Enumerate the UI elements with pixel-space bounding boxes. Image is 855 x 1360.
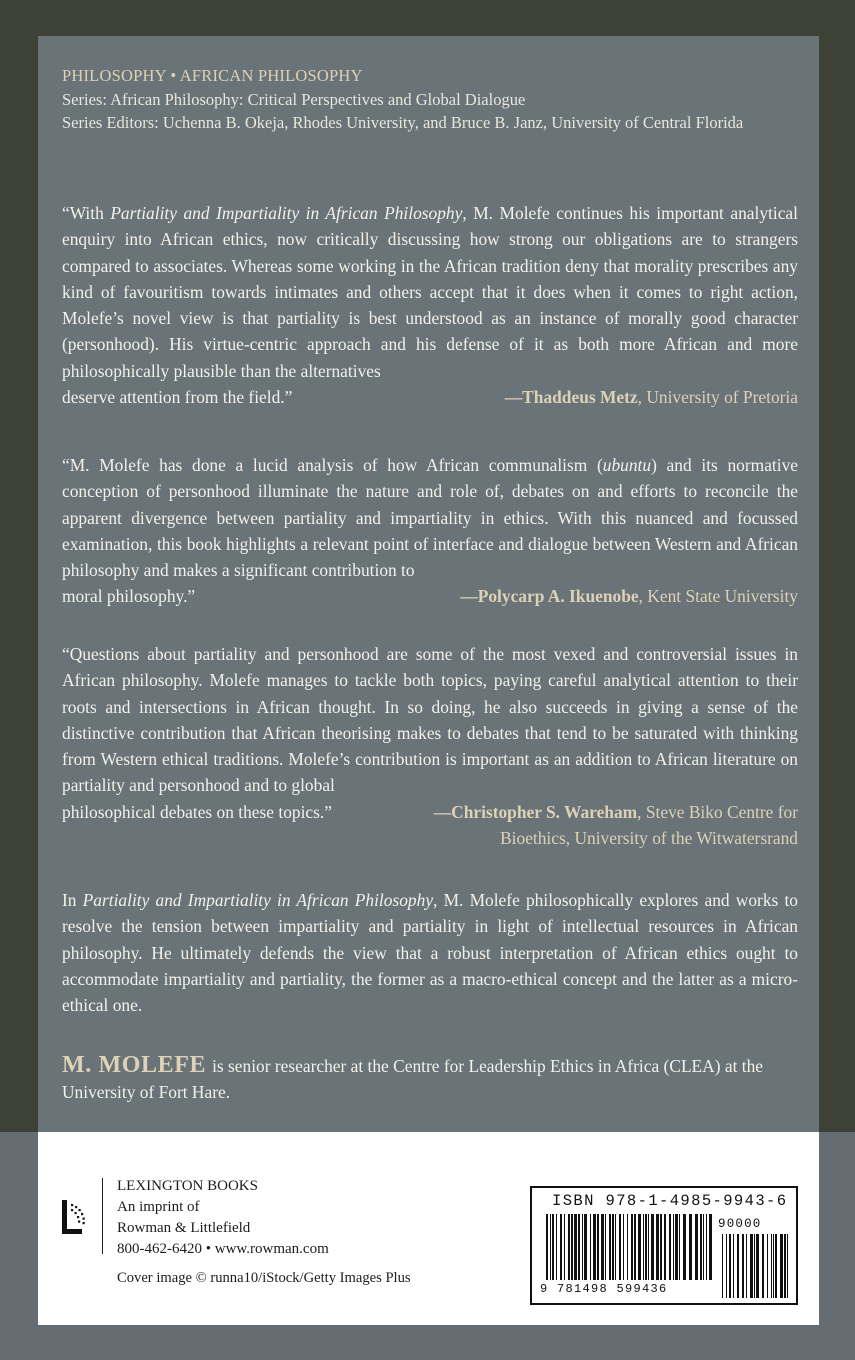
barcode-bar (645, 1214, 647, 1280)
endorsement-ikuenobe (62, 452, 798, 610)
imprint-label: An imprint of (117, 1199, 200, 1215)
book-title: Partiality and Impartiality in African Philosophy (110, 203, 463, 223)
barcode-bar (679, 1214, 680, 1280)
parent-publisher: Rowman & Littlefield (117, 1220, 251, 1236)
barcode-bar (571, 1214, 573, 1280)
barcode-bar (689, 1214, 692, 1280)
publisher-divider (102, 1178, 103, 1254)
price-code: 90000 (718, 1217, 762, 1231)
author-bio (62, 1052, 798, 1106)
barcode-bar (627, 1214, 628, 1280)
barcode-bar (729, 1234, 731, 1298)
barcode-bar (664, 1214, 666, 1280)
barcode-bar (582, 1214, 583, 1280)
ean-digits: 9 781498 599436 (540, 1282, 668, 1296)
barcode-bar (584, 1214, 587, 1280)
author-bio-text: is senior researcher at the Centre for Leadership Ethics in Africa (CLEA) at the University of Fort Hare. (62, 1056, 764, 1103)
lexington-logo-icon (60, 1198, 92, 1238)
barcode-bar (550, 1214, 551, 1280)
barcode-bar (695, 1214, 698, 1280)
barcode-bar (590, 1214, 591, 1280)
barcode-bar (771, 1234, 772, 1298)
barcode-bar (775, 1234, 777, 1298)
series-header (62, 64, 798, 135)
barcode-bar (733, 1234, 734, 1298)
book-description: In Partiality and Impartiality in African Philosophy, M. Molefe philosophically explores and works to resolve the tension between impartiality and partiality in light of intellectual resources in African philosophy. He ultimately defends the view that a robust interpretation of African ethics ought to accommodate impartiality and partiality, the former as a macro-ethical concept and the latter as a micro-ethical one. (62, 890, 798, 1016)
author-name: M. MOLEFE (62, 1052, 207, 1078)
series-editors: Series Editors: Uchenna B. Okeja, Rhodes University, and Bruce B. Janz, University of Central Florida (62, 113, 744, 132)
isbn-number: ISBN 978-1-4985-9943-6 (552, 1192, 788, 1210)
barcode-bar (784, 1234, 786, 1298)
book-title: Partiality and Impartiality in African Philosophy (82, 890, 434, 910)
barcode-bar (746, 1234, 747, 1298)
barcode-bar (643, 1214, 644, 1280)
barcode-bar (623, 1214, 624, 1280)
quote-text: “Questions about partiality and personhood are some of the most vexed and controversial issues in African philosophy. Molefe manages to tackle both topics, paying careful analytical attention to their roots and intersections in African thought. In so doing, he also succeeds in giving a sense of the distinctive contribution that African theorising makes to debates that tend to be saturated with thinking from Western ethical traditions. Molefe’s contribution is important as an addition to African literature on partiality and personhood and to global (62, 644, 798, 796)
quote-text: “M. Molefe has done a lucid analysis of how African communalism (ubuntu) and its normative conception of personhood illuminate the nature and role of, debates on and efforts to reconcile the apparent divergence between partiality and impartiality in ethics. With this nuanced and focussed examination, this book highlights a relevant point of interface and dialogue between Western and African philosophy and makes a significant contribution to (62, 455, 798, 581)
barcode-bar (675, 1214, 678, 1280)
publisher-contact: 800-462-6420 • www.rowman.com (117, 1241, 329, 1257)
isbn-barcode (530, 1186, 798, 1305)
barcode-bar (651, 1214, 654, 1280)
barcode-bar (568, 1214, 570, 1280)
endorser-affiliation: , Kent State University (638, 586, 798, 607)
cover-image-credit: Cover image © runna10/iStock/Getty Images Plus (117, 1270, 411, 1286)
publisher-name: LEXINGTON BOOKS (117, 1178, 258, 1194)
barcode-bar (656, 1214, 659, 1280)
barcode-bar (648, 1214, 649, 1280)
endorser-name: —Christopher S. Wareham (433, 801, 638, 822)
barcode-bar (546, 1214, 548, 1280)
barcode-bar (703, 1214, 704, 1280)
attribution-line: philosophical debates on these topics.” —Christopher S. Wareham, Steve Biko Centre for (62, 801, 798, 822)
barcode-bar (737, 1234, 739, 1298)
barcode-bar (556, 1214, 557, 1280)
barcode-bar (597, 1214, 599, 1280)
attribution-line: deserve attention from the field.” —Thaddeus Metz, University of Pretoria (62, 387, 798, 408)
barcode-bar (660, 1214, 662, 1280)
publisher-info (117, 1176, 329, 1260)
barcode-bar (552, 1214, 554, 1280)
barcode-bar (683, 1214, 686, 1280)
barcode-bar (773, 1234, 774, 1298)
barcode-bar (564, 1214, 565, 1280)
series-title: Series: African Philosophy: Critical Perspectives and Global Dialogue (62, 89, 526, 109)
ubuntu-term: ubuntu (602, 455, 652, 475)
barcode-bar (638, 1214, 641, 1280)
barcode-bar (601, 1214, 604, 1280)
barcode-bar (669, 1214, 671, 1280)
barcode-bar (756, 1234, 759, 1298)
barcode-bar (634, 1214, 636, 1280)
barcode-bar (631, 1214, 633, 1280)
barcode-bar (709, 1214, 712, 1280)
barcode-bar (560, 1214, 562, 1280)
barcode-bar (574, 1214, 577, 1280)
barcode-bar (706, 1214, 707, 1280)
barcode-bar (726, 1234, 727, 1298)
attribution-line: moral philosophy.” —Polycarp A. Ikuenobe, Kent State University (62, 586, 798, 607)
barcode-bar (605, 1214, 606, 1280)
barcode-bar (742, 1234, 744, 1298)
barcode-bar (609, 1214, 611, 1280)
barcode-bar (673, 1214, 674, 1280)
barcode-bar (700, 1214, 702, 1280)
endorser-affiliation: , University of Pretoria (637, 387, 798, 408)
barcode-bar (612, 1214, 614, 1280)
barcode-bar (750, 1234, 753, 1298)
barcode-bar (593, 1214, 596, 1280)
endorsement-wareham (62, 641, 798, 851)
barcode-bar (762, 1234, 764, 1298)
subject-categories: PHILOSOPHY • AFRICAN PHILOSOPHY (62, 66, 363, 85)
endorser-name: —Thaddeus Metz (504, 387, 638, 408)
barcode-bar (615, 1214, 616, 1280)
endorser-name: —Polycarp A. Ikuenobe (460, 586, 639, 607)
quote-text: “With Partiality and Impartiality in African Philosophy, M. Molefe continues his important analytical enquiry into African ethics, now critically discussing how strong our obligations are to strangers compared to associates. Whereas some working in the African tradition deny that morality prescribes any kind of favouritism towards intimates and others accept that it does when it comes to right action, Molefe’s novel view is that partiality is best understood as an instance of morally good character (personhood). His virtue-centric approach and his defense of it as both more African and more philosophically plausible than the alternatives (62, 203, 798, 381)
barcode-bar (578, 1214, 580, 1280)
barcode-bar (722, 1234, 723, 1298)
barcode-bar (619, 1214, 621, 1280)
endorsement-metz (62, 200, 798, 410)
endorser-affiliation-cont: Bioethics, University of the Witwatersrand (500, 828, 798, 849)
barcode-bar (767, 1234, 768, 1298)
barcode-bar (780, 1234, 783, 1298)
endorser-affiliation: , Steve Biko Centre for (637, 801, 798, 822)
barcode-bar (754, 1234, 755, 1298)
barcode-bar (787, 1234, 788, 1298)
